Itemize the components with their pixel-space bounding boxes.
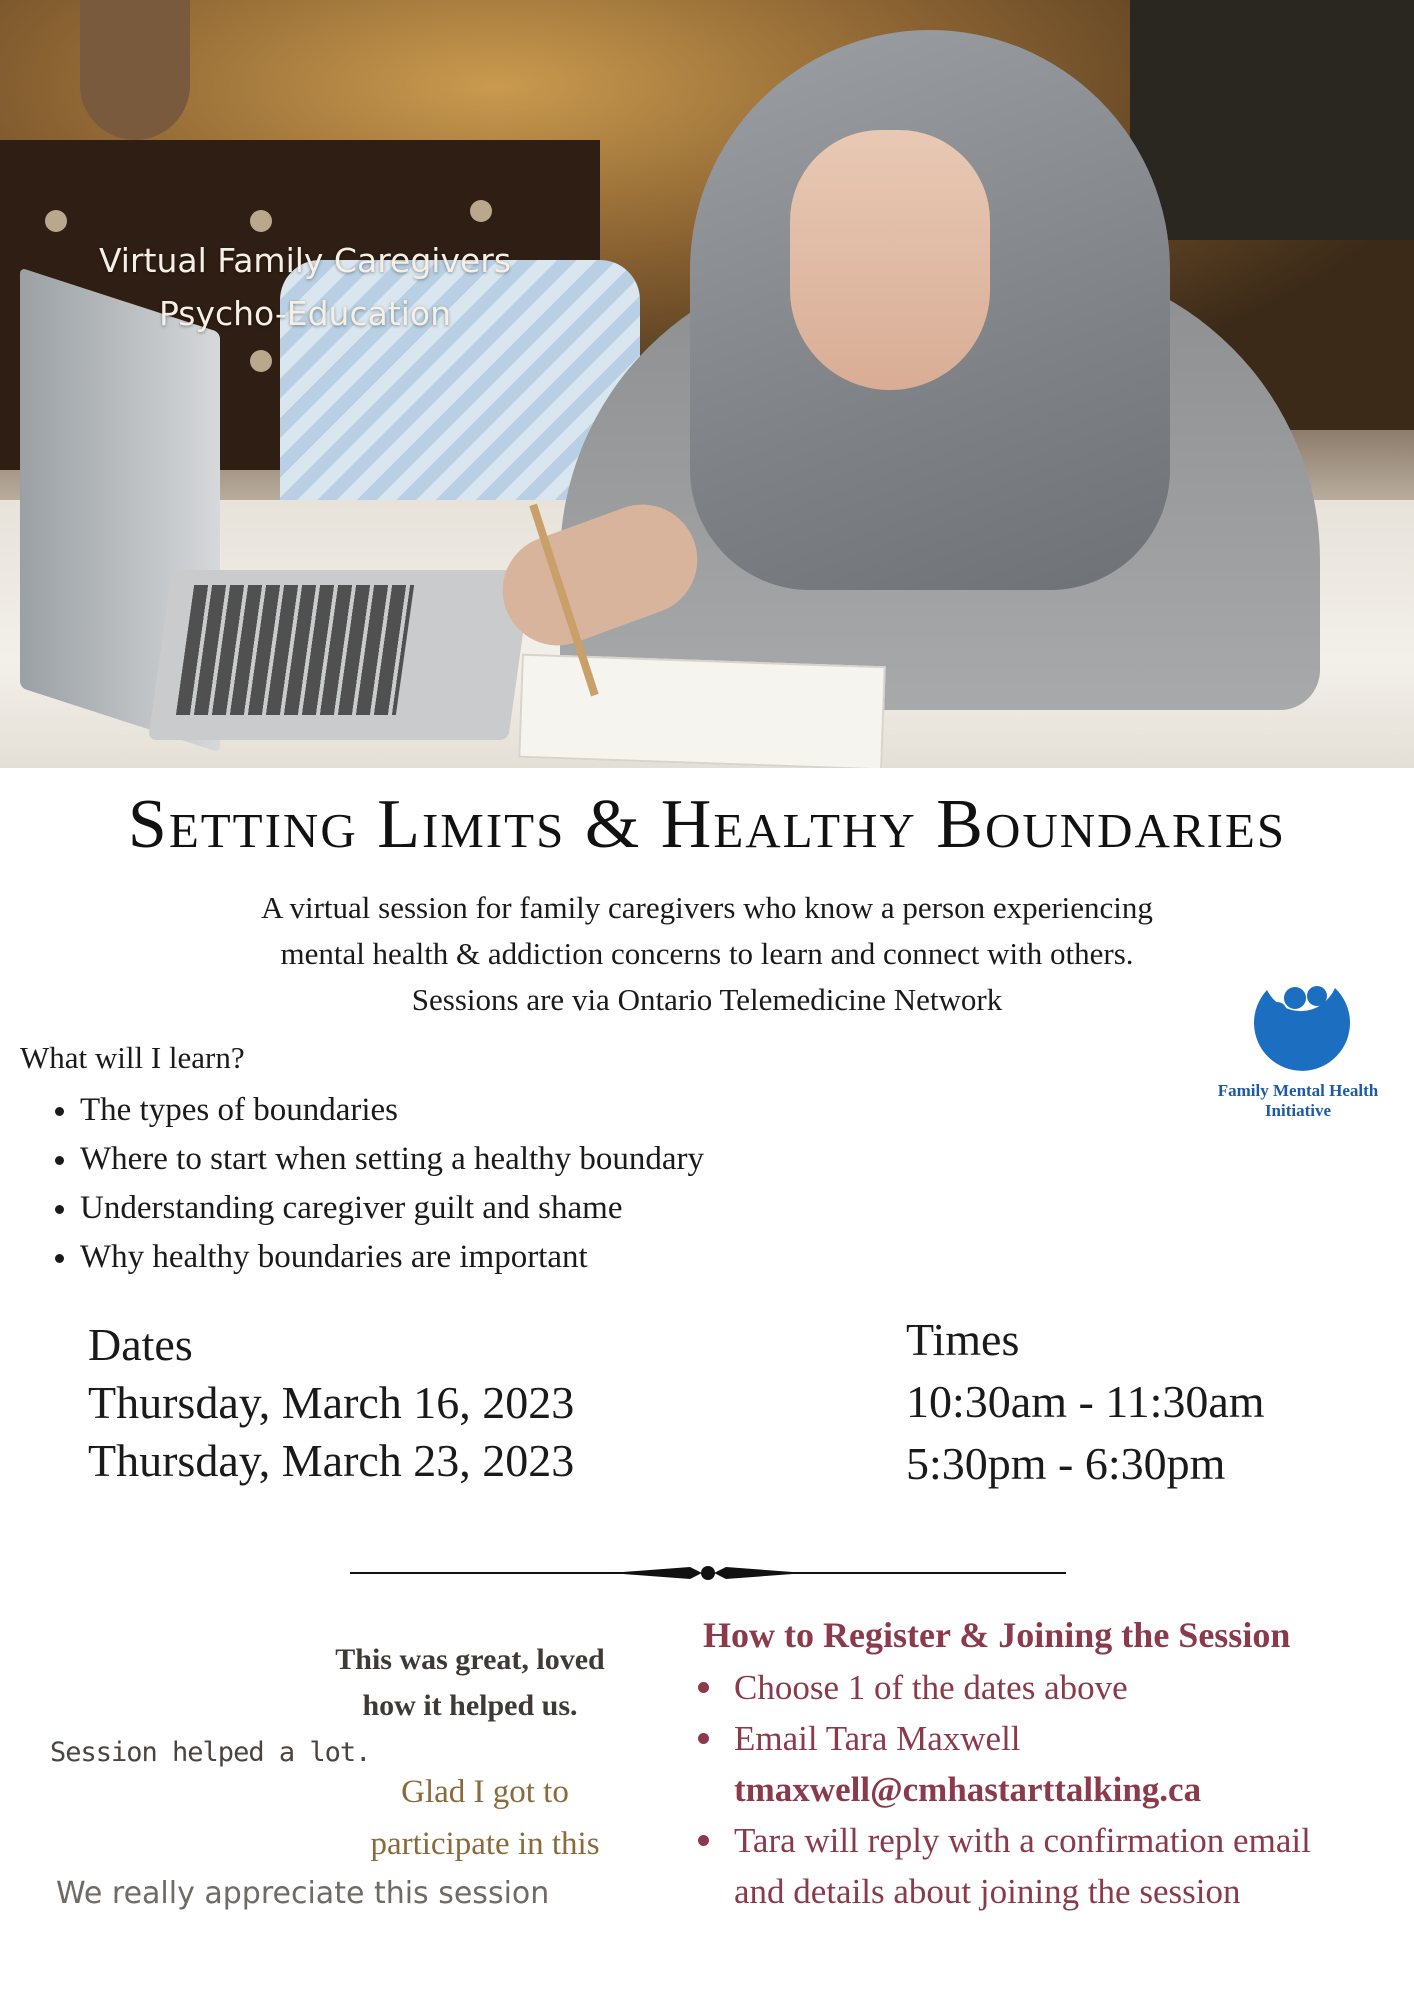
hero-caption-line1: Virtual Family Caregivers [98, 241, 512, 280]
list-item [734, 1713, 1311, 1764]
register-heading: How to Register & Joining the Session [703, 1615, 1291, 1655]
testimonial-1-line1: This was great, loved [335, 1643, 605, 1676]
family-mental-health-logo [1198, 963, 1398, 1138]
register-list [692, 1662, 1311, 1917]
dates-block [88, 1316, 574, 1490]
photo-window [1130, 0, 1414, 240]
logo-icon [1245, 968, 1351, 1078]
photo-notebook [518, 654, 885, 768]
testimonial-1 [300, 1637, 640, 1729]
logo-text-line2: Initiative [1264, 1101, 1332, 1120]
list-item [734, 1866, 1311, 1917]
learn-heading: What will I learn? [20, 1040, 245, 1075]
testimonial-3-line1: Glad I got to [401, 1774, 569, 1810]
testimonial-4: We really appreciate this session [56, 1876, 550, 1911]
register-step-3-line2: and details about joining the session [734, 1872, 1241, 1911]
bullet-icon [698, 1682, 709, 1693]
list-item: • Why healthy boundaries are important [80, 1233, 704, 1282]
time-item: 5:30pm - 6:30pm [906, 1438, 1226, 1489]
list-item: • Where to start when setting a healthy boundary [80, 1135, 704, 1184]
photo-face [790, 130, 990, 390]
bullet-icon [698, 1835, 709, 1846]
times-label: Times [906, 1314, 1020, 1365]
time-item: 10:30am - 11:30am [906, 1376, 1265, 1427]
ornamental-divider [350, 1556, 1066, 1590]
register-step-1: Choose 1 of the dates above [734, 1668, 1128, 1707]
page-title: Setting Limits & Healthy Boundaries [127, 786, 1287, 863]
hero-caption-line2: Psycho-Education [158, 294, 452, 333]
dates-label: Dates [88, 1319, 193, 1370]
register-step-3-line1: Tara will reply with a confirmation email [734, 1821, 1311, 1860]
testimonial-3-line2: participate in this [370, 1826, 600, 1862]
list-item: • Understanding caregiver guilt and shame [80, 1184, 704, 1233]
intro-line1: A virtual session for family caregivers who know a person experiencing [261, 890, 1153, 925]
intro-text [160, 885, 1254, 1023]
learn-list [42, 1086, 704, 1282]
testimonial-1-line2: how it helped us. [362, 1689, 578, 1722]
logo-text-line1: Family Mental Health [1217, 1081, 1379, 1100]
times-block [906, 1309, 1265, 1495]
bullet-icon [698, 1733, 709, 1744]
list-item [734, 1764, 1311, 1815]
photo-lamp [80, 0, 190, 140]
intro-line3: Sessions are via Ontario Telemedicine Network [411, 982, 1003, 1017]
photo-laptop-keyboard [176, 585, 414, 715]
hero-photo [0, 0, 1414, 768]
date-item: Thursday, March 16, 2023 [88, 1377, 575, 1428]
contact-email-link[interactable]: tmaxwell@cmhastarttalking.ca [734, 1770, 1202, 1809]
testimonial-3 [330, 1766, 640, 1870]
list-item: • The types of boundaries [80, 1086, 704, 1135]
register-step-2: Email Tara Maxwell [734, 1719, 1021, 1758]
hero-caption [60, 234, 550, 340]
list-item [734, 1662, 1311, 1713]
testimonial-2: Session helped a lot. [50, 1737, 371, 1768]
intro-line2: mental health & addiction concerns to learn and connect with others. [280, 936, 1134, 971]
date-item: Thursday, March 23, 2023 [88, 1435, 575, 1486]
list-item [734, 1815, 1311, 1866]
